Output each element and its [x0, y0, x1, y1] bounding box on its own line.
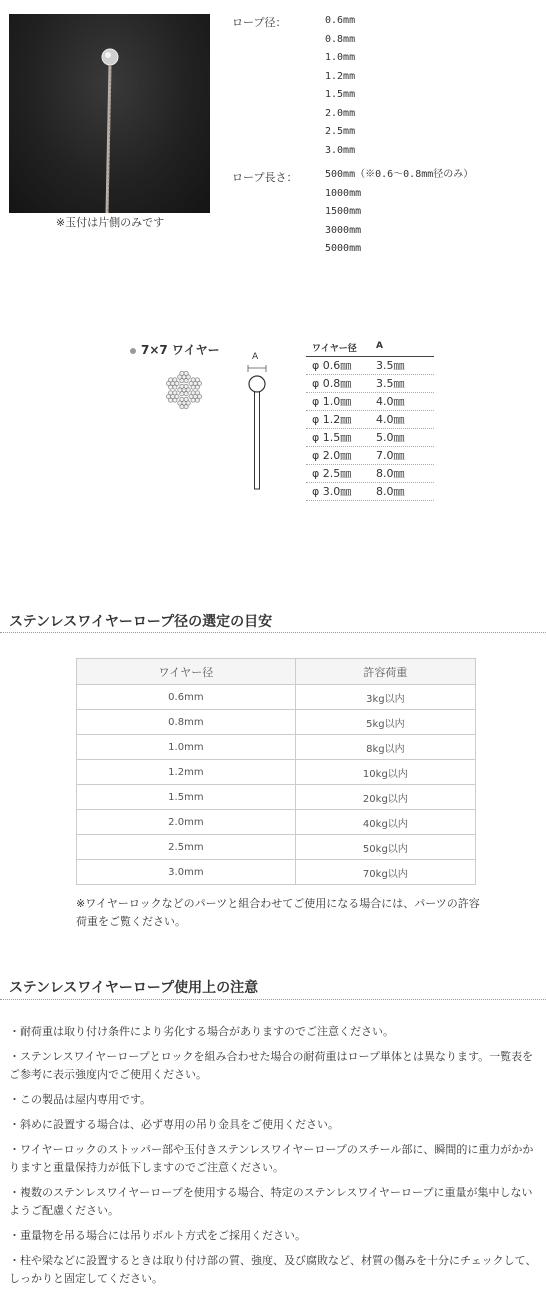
wire-circle: [169, 391, 173, 395]
column-header: ワイヤー径: [77, 659, 296, 685]
ball-end-diagram: [244, 362, 272, 492]
table-row: φ 3.0㎜ 8.0㎜: [306, 483, 434, 501]
wire-circle: [195, 385, 199, 389]
diameter-item: 2.0mm: [325, 107, 356, 119]
photo-caption: ※玉付は片側のみです: [55, 216, 165, 229]
wire-circle: [173, 378, 177, 382]
wire-circle: [169, 378, 173, 382]
wire-circle: [184, 384, 188, 388]
length-label: ロープ長さ：: [232, 171, 298, 184]
table-row: φ 1.2㎜ 4.0㎜: [306, 411, 434, 429]
length-item: 1000mm: [325, 187, 362, 199]
diameter-label: ロープ径：: [232, 16, 287, 29]
wire-type-title: 7×7 ワイヤー: [130, 341, 220, 358]
section-divider: [0, 999, 546, 1000]
diameter-item: 1.5mm: [325, 89, 356, 100]
table-row: φ 0.6㎜ 3.5㎜: [306, 357, 434, 375]
caution-item: ・柱や梁などに設置するときは取り付け部の質、強度、及び腐敗など、材質の傷みを十分にチェックして、しっかりと固定してください。: [9, 1254, 537, 1285]
wire-circle: [184, 397, 188, 401]
table-row: φ 0.8㎜ 3.5㎜: [306, 375, 434, 393]
parts-load-note: ※ワイヤーロックなどのパーツと組合わせてご使用になる場合には、パーツの許容荷重をご覧ください。: [76, 897, 480, 928]
length-item: 500mm（※0.6～0.8mm径のみ）: [325, 169, 474, 180]
ball-size-table: [306, 341, 434, 501]
table-row: φ 1.0㎜ 4.0㎜: [306, 393, 434, 411]
caution-item: ・この製品は屋内専用です。: [9, 1093, 152, 1106]
diameter-item: 0.6mm: [325, 15, 356, 26]
wire-circle: [191, 378, 195, 382]
strand-cross-section-icon: [150, 360, 220, 420]
wire-circle: [173, 391, 177, 395]
length-item: 3000mm: [325, 224, 362, 236]
diameter-item: 1.2mm: [325, 70, 356, 82]
diameter-item: 1.0mm: [325, 52, 356, 63]
caution-item: ・ワイヤーロックのストッパー部や玉付きステンレスワイヤーロープのスチール部に、瞬間的に重力がかかりますと重量保持力が低下しますのでご注意ください。: [9, 1143, 534, 1174]
ball-size-table-header: ワイヤー径 A: [306, 341, 434, 357]
table-row: 2.5mm 50kg以内: [77, 835, 476, 860]
wire-circle: [195, 391, 199, 395]
cautions-list: [9, 1023, 539, 1289]
table-row: φ 2.5㎜ 8.0㎜: [306, 465, 434, 483]
wire-circle: [173, 398, 177, 402]
table-row: 1.0mm 8kg以内: [77, 735, 476, 760]
table-row: 0.6mm 3kg以内: [77, 685, 476, 710]
caution-item: ・重量物を吊る場合には吊りボルト方式をご採用ください。: [9, 1229, 306, 1242]
table-row: 1.2mm 10kg以内: [77, 760, 476, 785]
section-divider: [0, 632, 546, 633]
wire-circle: [184, 405, 188, 409]
table-row: 3.0mm 70kg以内: [77, 860, 476, 885]
wire-circle: [191, 391, 195, 395]
wire-circle: [195, 378, 199, 382]
caution-item: ・耐荷重は取り付け条件により劣化する場合がありますのでご注意ください。: [9, 1025, 394, 1038]
wire-circle: [180, 371, 184, 375]
length-item: 1500mm: [325, 206, 362, 217]
diameter-item: 3.0mm: [325, 144, 356, 156]
table-header-row: [77, 659, 476, 685]
wire-circle: [184, 371, 188, 375]
caution-item: ・斜めに設置する場合は、必ず専用の吊り金具をご使用ください。: [9, 1118, 339, 1131]
selection-section-title: ステンレスワイヤーロープ径の選定の目安: [9, 614, 273, 630]
wire-circle: [180, 397, 184, 401]
length-item: 5000mm: [325, 243, 362, 254]
caution-item: ・複数のステンレスワイヤーロープを使用する場合、特定のステンレスワイヤーロープに重量が集中しないようご配慮ください。: [9, 1186, 533, 1217]
wire-circle: [195, 398, 199, 402]
diameter-item: 0.8mm: [325, 33, 356, 45]
table-row: φ 2.0㎜ 7.0㎜: [306, 447, 434, 465]
wire-circle: [184, 392, 188, 396]
wire-rope-photo-illustration: [9, 14, 210, 213]
dimension-a-label: A: [252, 352, 259, 362]
cautions-section-title: ステンレスワイヤーロープ使用上の注意: [9, 980, 259, 996]
table-row: 2.0mm 40kg以内: [77, 810, 476, 835]
diameter-list: [325, 12, 355, 160]
bullet-icon: [130, 348, 136, 354]
wire-circle: [173, 385, 177, 389]
length-list: [325, 166, 473, 259]
table-row: φ 1.5㎜ 5.0㎜: [306, 429, 434, 447]
load-capacity-table: [76, 658, 476, 885]
caution-item: ・ステンレスワイヤーロープとロックを組み合わせた場合の耐荷重はロープ単体とは異なります。一覧表をご参考に表示強度内でご使用ください。: [9, 1050, 534, 1081]
column-header: 許容荷重: [295, 659, 475, 685]
wire-circle: [180, 384, 184, 388]
product-photo: [9, 14, 210, 213]
wire-circle: [184, 379, 188, 383]
diameter-item: 2.5mm: [325, 126, 356, 137]
table-row: 1.5mm 20kg以内: [77, 785, 476, 810]
table-row: 0.8mm 5kg以内: [77, 710, 476, 735]
